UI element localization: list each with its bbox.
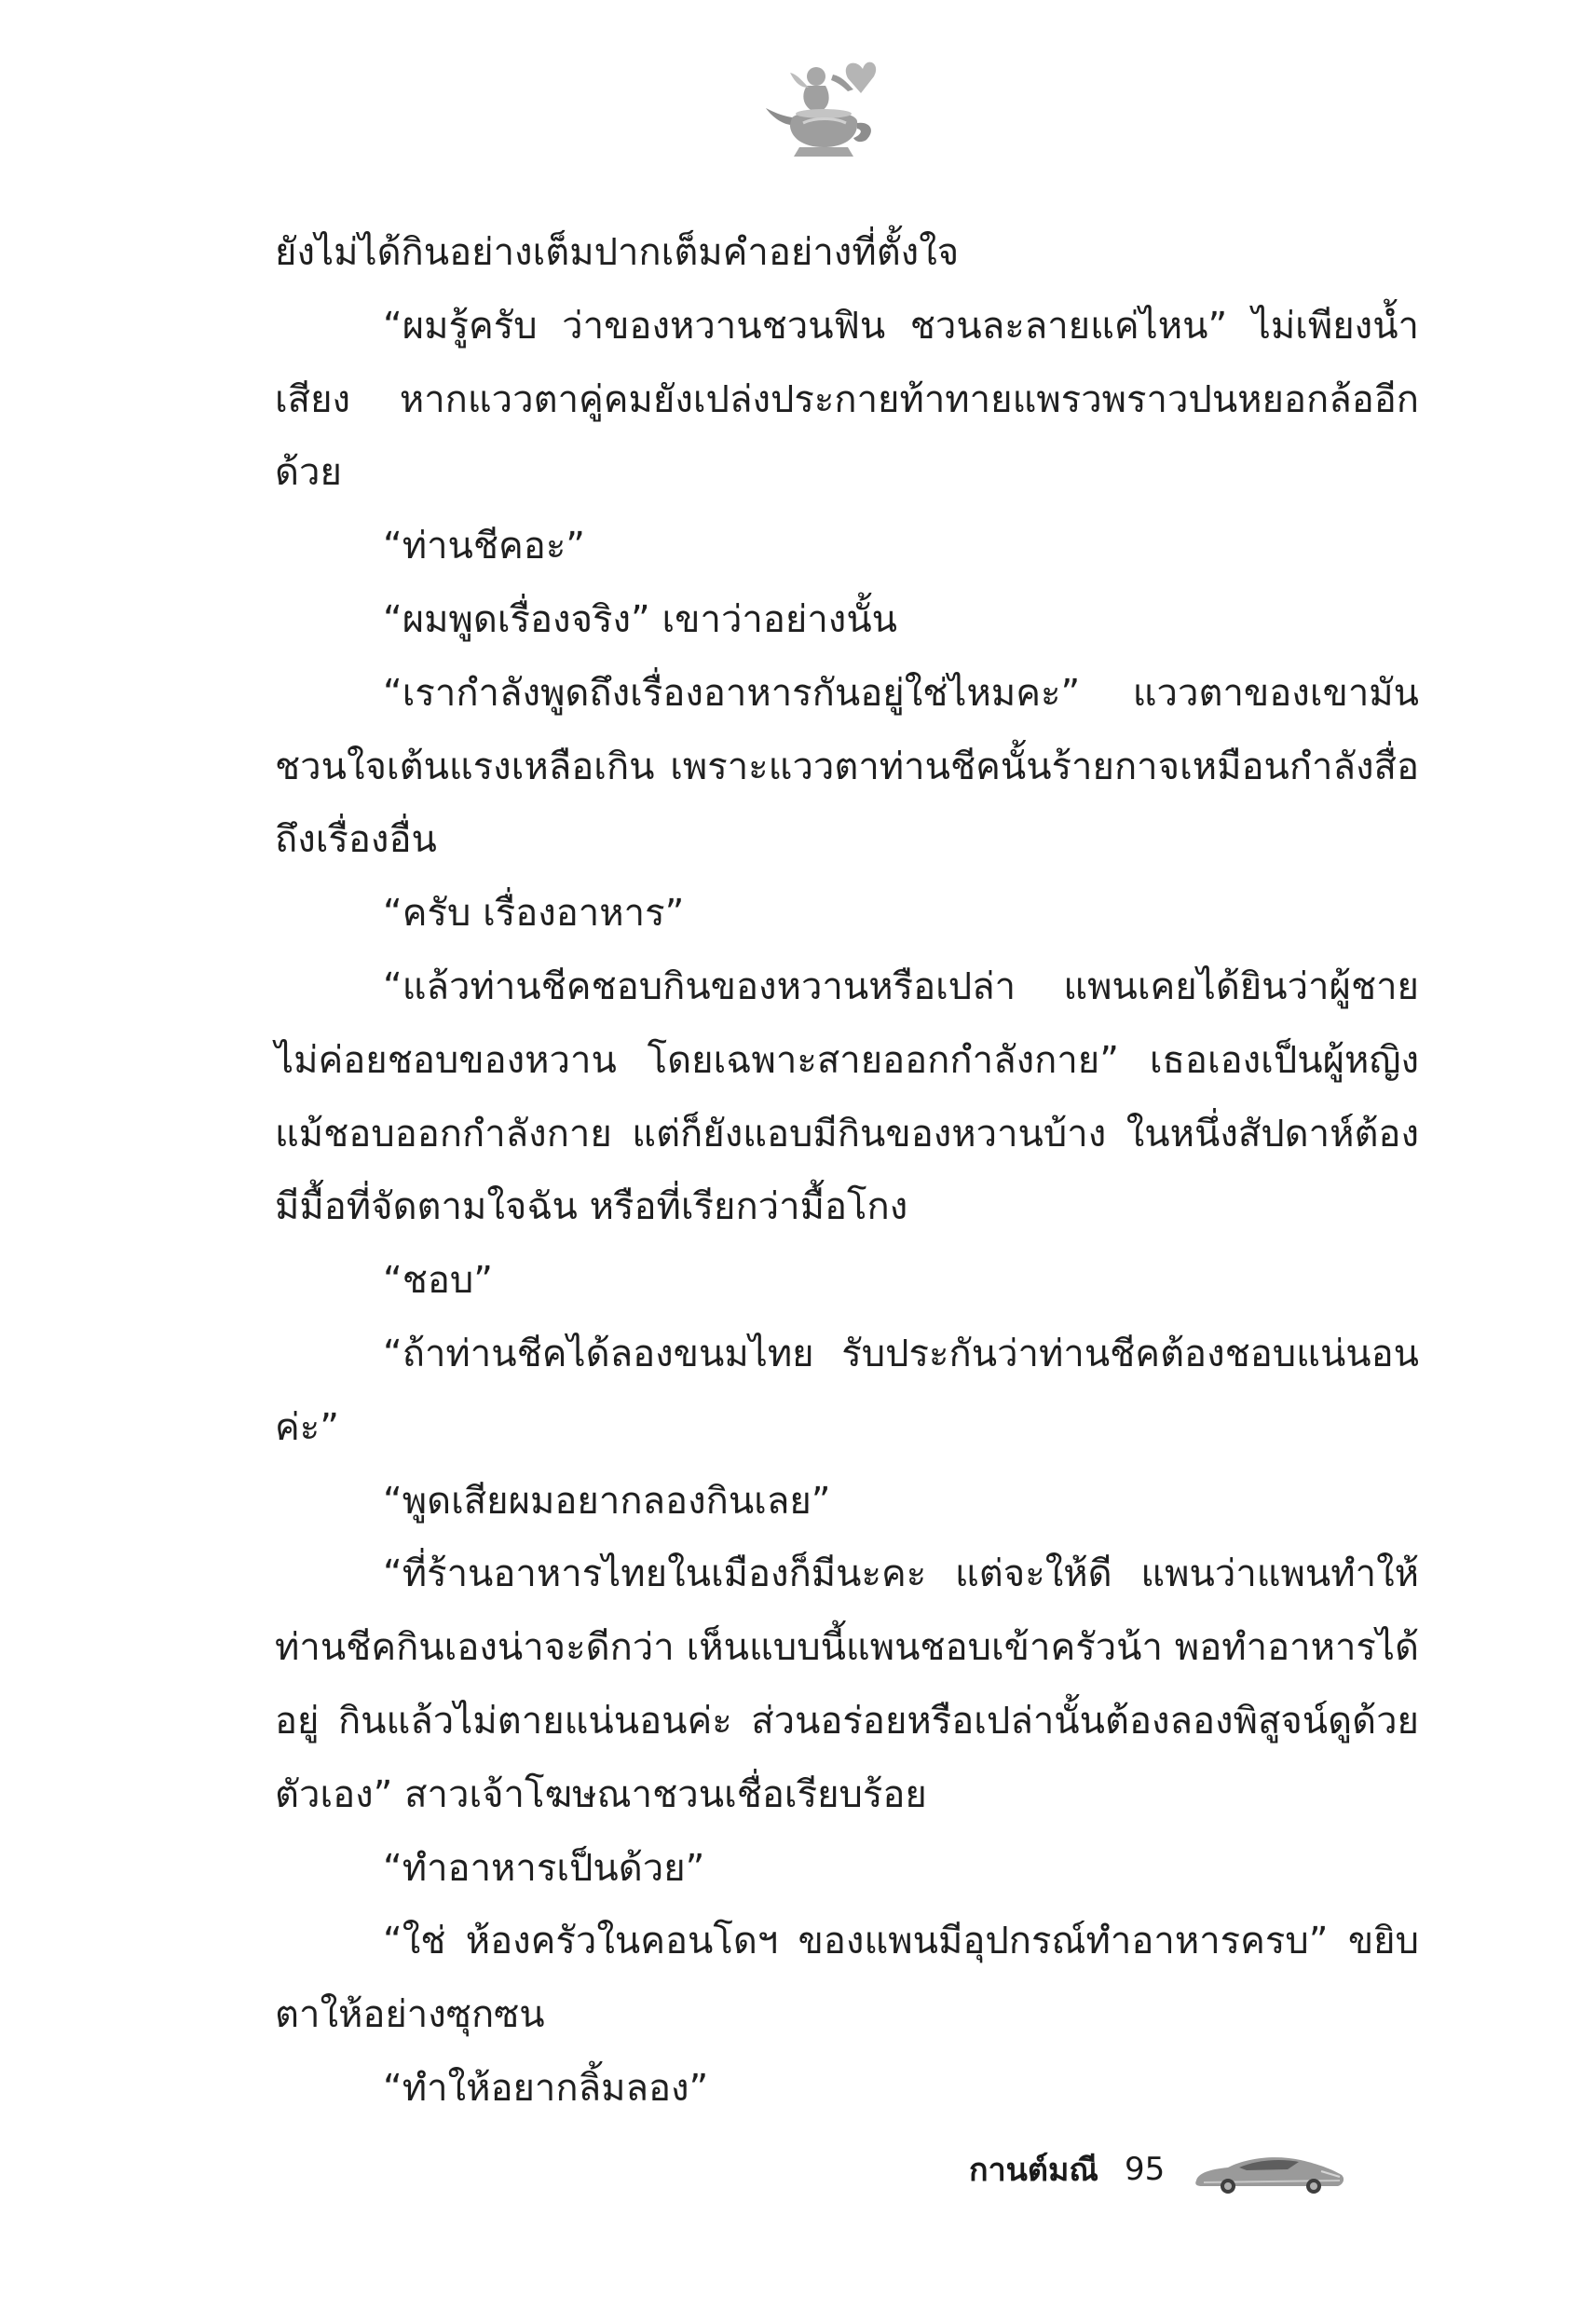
paragraph: “ถ้าท่านชีคได้ลองขนมไทย รับประกันว่าท่านชีคต้องชอบแน่นอนค่ะ” — [275, 1332, 1419, 1449]
paragraph: “ทำอาหารเป็นด้วย” — [383, 1846, 705, 1890]
paragraph: “ผมพูดเรื่องจริง” เขาว่าอย่างนั้น — [383, 597, 898, 641]
paragraph: “ท่านชีคอะ” — [383, 525, 586, 568]
paragraph: “ผมรู้ครับ ว่าของหวานชวนฟิน ชวนละลายแค่ไหน” ไม่เพียงน้ำเสียง หากแววตาคู่คมยังเปล่งประกายท้าทายแพรวพราวปนหยอกล้ออีกด้วย — [275, 304, 1419, 495]
paragraph: “ที่ร้านอาหารไทยในเมืองก็มีนะคะ แต่จะให้ดี แพนว่าแพนทำให้ท่านชีคกินเองน่าจะดีกว่า เห็นแบบนี้แพนชอบเข้าครัวน้า พอทำอาหารได้อยู่ กินแล้วไม่ตายแน่นอนค่ะ ส่วนอร่อยหรือเปล่านั้นต้องลองพิสูจน์ดูด้วยตัวเอง” สาวเจ้าโฆษณาชวนเชื่อเรียบร้อย — [275, 1552, 1419, 1816]
paragraph: “ใช่ ห้องครัวในคอนโดฯ ของแพนมีอุปกรณ์ทำอาหารครบ” ขยิบตาให้อย่างซุกซน — [275, 1920, 1419, 2037]
sports-car-icon — [1191, 2145, 1349, 2194]
paragraph: “เรากำลังพูดถึงเรื่องอาหารกันอยู่ใช่ไหมคะ” แววตาของเขามันชวนใจเต้นแรงเหลือเกิน เพราะแววตาท่านชีคนั้นร้ายกาจเหมือนกำลังสื่อถึงเรื่องอื่น — [275, 671, 1419, 862]
paragraph: “ชอบ” — [383, 1259, 494, 1303]
book-title: กานต์มณี — [969, 2152, 1098, 2189]
paragraph: ยังไม่ได้กินอย่างเต็มปากเต็มคำอย่างที่ตั้งใจ — [275, 231, 960, 274]
body-text — [275, 216, 1419, 2126]
page-number: 95 — [1124, 2151, 1166, 2188]
paragraph: “ครับ เรื่องอาหาร” — [383, 892, 685, 936]
paragraph: “ทำให้อยากลิ้มลอง” — [383, 2066, 709, 2110]
cupid-teapot-ornament-icon — [762, 56, 902, 166]
page-footer — [969, 2141, 1349, 2197]
paragraph: “พูดเสียผมอยากลองกินเลย” — [383, 1479, 831, 1523]
paragraph: “แล้วท่านชีคชอบกินของหวานหรือเปล่า แพนเคยได้ยินว่าผู้ชายไม่ค่อยชอบของหวาน โดยเฉพาะสายออกกำลังกาย” เธอเองเป็นผู้หญิงแม้ชอบออกกำลังกาย แต่ก็ยังแอบมีกินของหวานบ้าง ในหนึ่งสัปดาห์ต้องมีมื้อที่จัดตามใจฉัน หรือที่เรียกว่ามื้อโกง — [275, 964, 1419, 1229]
